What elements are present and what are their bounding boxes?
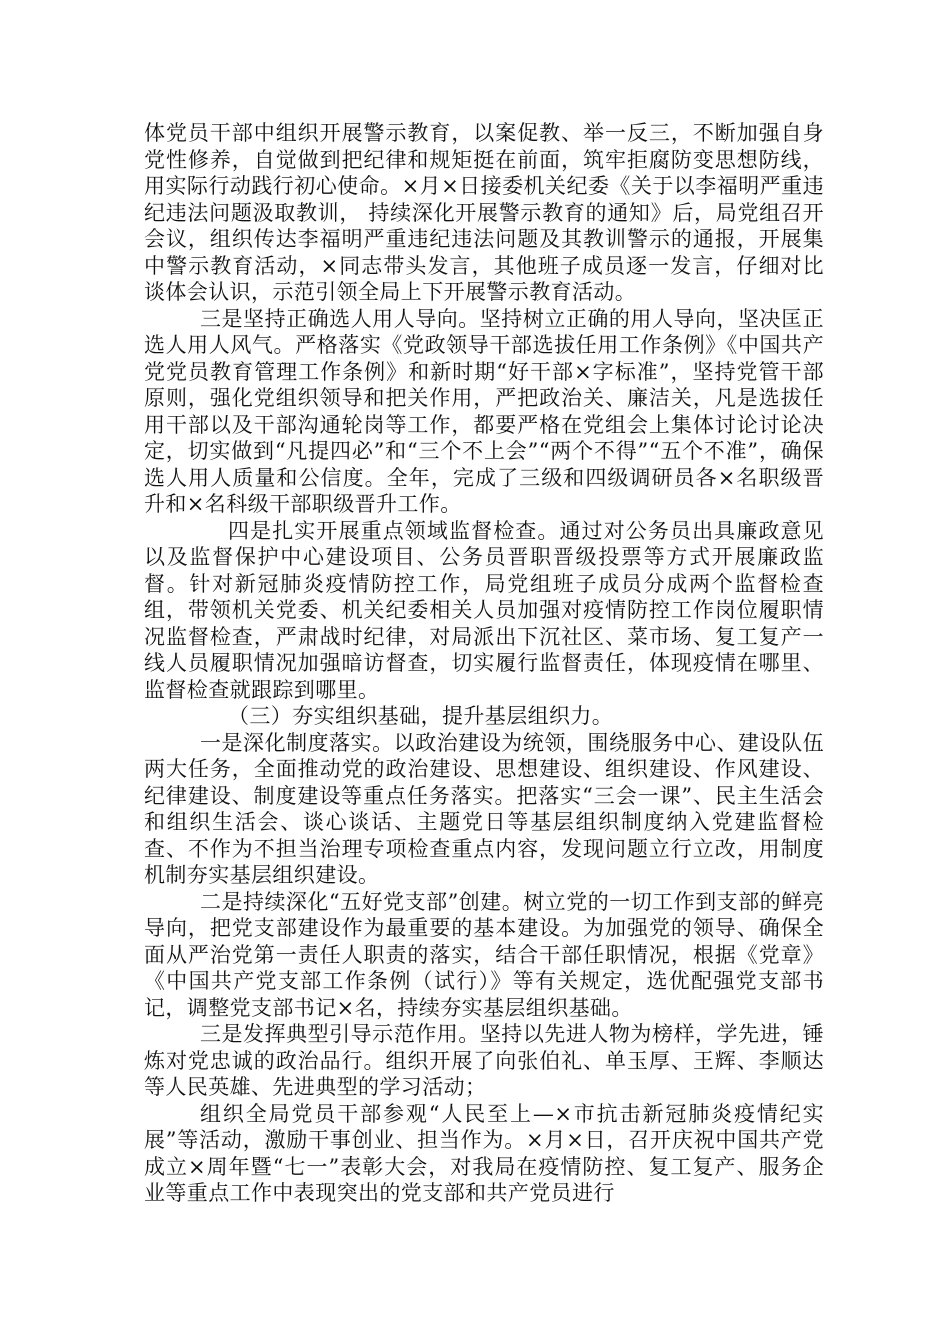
document-body: [144, 120, 824, 1207]
paragraph-supervision-inspection: 四是扎实开展重点领域监督检查。通过对公务员出具廉政意见以及监督保护中心建设项目、公务员晋职晋级投票等方式开展廉政监督。针对新冠肺炎疫情防控工作，局党组班子成员分成两个监督检查组，带领机关党委、机关纪委相关人员加强对疫情防控工作岗位履职情况监督检查，严肃战时纪律，对局派出下沉社区、菜市场、复工复产一线人员履职情况加强暗访督查，切实履行监督责任，体现疫情在哪里、监督检查就跟踪到哪里。: [144, 518, 824, 702]
section-heading-organization: （三）夯实组织基础，提升基层组织力。: [228, 704, 614, 728]
paragraph-party-branch-building: 二是持续深化“五好党支部”创建。树立党的一切工作到支部的鲜亮导向，把党支部建设作为最重要的基本建设。为加强党的领导、确保全面从严治党第一责任人职责的落实，结合干部任职情况，根据《党章》《中国共产党支部工作条例（试行）》等有关规定，选优配强党支部书记，调整党支部书记×名，持续夯实基层组织基础。: [144, 889, 824, 1020]
paragraph-system-implementation: 一是深化制度落实。以政治建设为统领，围绕服务中心、建设队伍两大任务，全面推动党的政治建设、思想建设、组织建设、作风建设、纪律建设、制度建设等重点任务落实。把落实“三会一课”、民主生活会和组织生活会、谈心谈话、主题党日等基层组织制度纳入党建监督检查、不作为不担当治理专项检查重点内容，发现问题立行立改，用制度机制夯实基层组织建设。: [144, 730, 824, 887]
paragraph-warning-education: 体党员干部中组织开展警示教育，以案促教、举一反三，不断加强自身党性修养，自觉做到把纪律和规矩挺在前面，筑牢拒腐防变思想防线，用实际行动践行初心使命。×月×日接委机关纪委《关于以李福明严重违纪违法问题汲取教训， 持续深化开展警示教育的通知》后，局党组召开会议，组织传达李福明严重违纪违法问题及其教训警示的通报，开展集中警示教育活动，×同志带头发言，其他班子成员逐一发言，仔细对比谈体会认识，示范引领全局上下开展警示教育活动。: [144, 121, 824, 304]
paragraph-role-models: 三是发挥典型引导示范作用。坚持以先进人物为榜样，学先进，锤炼对党忠诚的政治品行。组织开展了向张伯礼、单玉厚、王辉、李顺达等人民英雄、先进典型的学习活动；: [144, 1022, 824, 1099]
paragraph-personnel-selection: 三是坚持正确选人用人导向。坚持树立正确的用人导向，坚决匡正选人用人风气。严格落实《党政领导干部选拔任用工作条例》《中国共产党党员教育管理工作条例》和新时期“好干部×字标准”，坚持党管干部原则，强化党组织领导和把关作用，严把政治关、廉洁关，凡是选拔任用干部以及干部沟通轮岗等工作，都要严格在党组会上集体讨论讨论决定，切实做到“凡提四必”和“三个不上会”“两个不得”“五个不准”，确保选人用人质量和公信度。全年，完成了三级和四级调研员各×名职级晋升和×名科级干部职级晋升工作。: [144, 306, 824, 516]
paragraph-exhibition-commendation: 组织全局党员干部参观“人民至上—×市抗击新冠肺炎疫情纪实展”等活动，激励干事创业、担当作为。×月×日，召开庆祝中国共产党成立×周年暨“七一”表彰大会，对我局在疫情防控、复工复产、服务企业等重点工作中表现突出的党支部和共产党员进行: [144, 1101, 824, 1205]
